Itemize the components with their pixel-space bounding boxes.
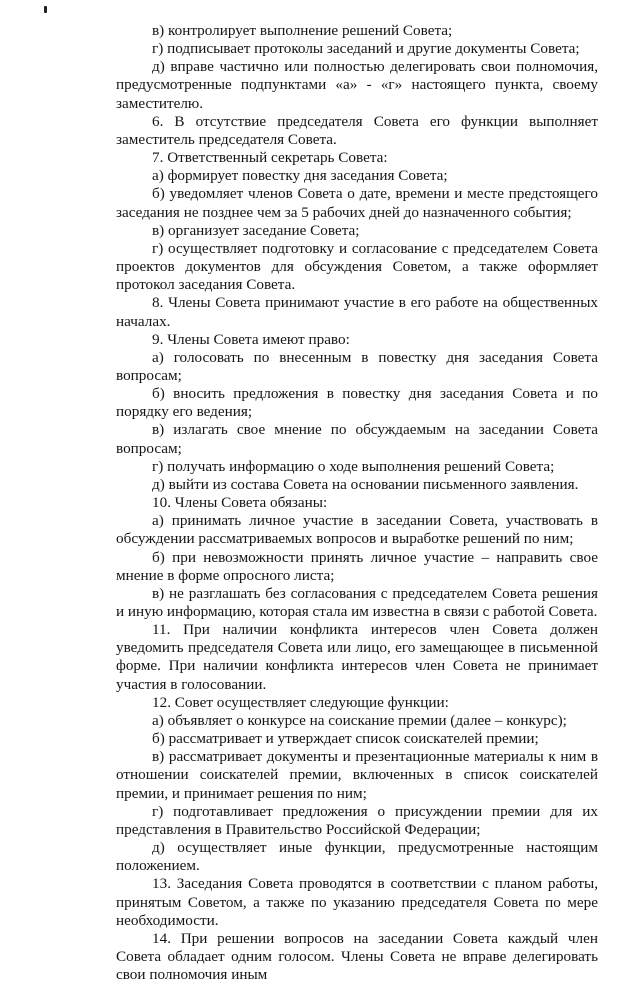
paragraph-27: д) осуществляет иные функции, предусмотренные настоящим положением.	[116, 839, 598, 875]
paragraph-13: б) вносить предложения в повестку дня заседания Совета и по порядку его ведения;	[116, 385, 598, 421]
paragraph-24: б) рассматривает и утверждает список соискателей премии;	[152, 730, 539, 748]
paragraph-16: д) выйти из состава Совета на основании письменного заявления.	[152, 475, 579, 493]
paragraph-5: 7. Ответственный секретарь Совета:	[152, 149, 388, 167]
paragraph-29: 14. При решении вопросов на заседании Совета каждый член Совета обладает одним голосом. Члены Совета не вправе делегировать свои полномочия иным	[116, 929, 598, 984]
paragraph-17: 10. Члены Совета обязаны:	[152, 494, 328, 512]
paragraph-19: б) при невозможности принять личное участие – направить свое мнение в форме опросного листа;	[116, 548, 598, 584]
paragraph-23: а) объявляет о конкурсе на соискание премии (далее – конкурс);	[152, 711, 567, 729]
paragraph-21: 11. При наличии конфликта интересов член Совета должен уведомить председателя Совета или лицо, его замещающее в письменной форме. При наличии конфликта интересов член Совета не принимает участия в голосовании.	[116, 621, 598, 693]
paragraph-11: 9. Члены Совета имеют право:	[152, 330, 350, 348]
paragraph-26: г) подготавливает предложения о присуждении премии для их представления в Правительство Российской Федерации;	[116, 802, 598, 838]
scan-mark	[44, 6, 47, 13]
paragraph-1: в) контролирует выполнение решений Совета;	[152, 22, 453, 39]
paragraph-10: 8. Члены Совета принимают участие в его работе на общественных началах.	[116, 294, 598, 330]
paragraph-2: г) подписывает протоколы заседаний и другие документы Совета;	[152, 40, 580, 58]
paragraph-4: 6. В отсутствие председателя Совета его функции выполняет заместитель председателя Совета.	[116, 112, 598, 148]
paragraph-25: в) рассматривает документы и презентационные материалы к ним в отношении соискателей премии, включенных в список соискателей премии, и принимает решения по ним;	[116, 748, 598, 802]
paragraph-18: а) принимать личное участие в заседании Совета, участвовать в обсуждении рассматриваемых вопросов и выработке решений по ним;	[116, 512, 598, 548]
paragraph-14: в) излагать свое мнение по обсуждаемым на заседании Совета вопросам;	[116, 421, 598, 457]
paragraph-8: в) организует заседание Совета;	[152, 221, 360, 239]
paragraph-3: д) вправе частично или полностью делегировать свои полномочия, предусмотренные подпунктами «а» - «г» настоящего пункта, своему заместителю.	[116, 58, 598, 112]
document-body	[116, 22, 598, 984]
paragraph-15: г) получать информацию о ходе выполнения решений Совета;	[152, 457, 555, 475]
paragraph-6: а) формирует повестку дня заседания Совета;	[152, 167, 448, 185]
paragraph-22: 12. Совет осуществляет следующие функции:	[152, 693, 449, 711]
paragraph-20: в) не разглашать без согласования с председателем Совета решения и иную информацию, которая стала им известна в связи с работой Совета.	[116, 584, 598, 620]
paragraph-9: г) осуществляет подготовку и согласование с председателем Совета проектов документов для обсуждения Советом, а также оформляет протокол заседания Совета.	[116, 239, 598, 294]
paragraph-12: а) голосовать по внесенным в повестку дня заседания Совета вопросам;	[116, 348, 598, 384]
paragraph-28: 13. Заседания Совета проводятся в соответствии с планом работы, принятым Советом, а также по указанию председателя Совета по мере необходимости.	[116, 875, 598, 929]
paragraph-7: б) уведомляет членов Совета о дате, времени и месте предстоящего заседания не позднее чем за 5 рабочих дней до назначенного события;	[116, 185, 598, 221]
